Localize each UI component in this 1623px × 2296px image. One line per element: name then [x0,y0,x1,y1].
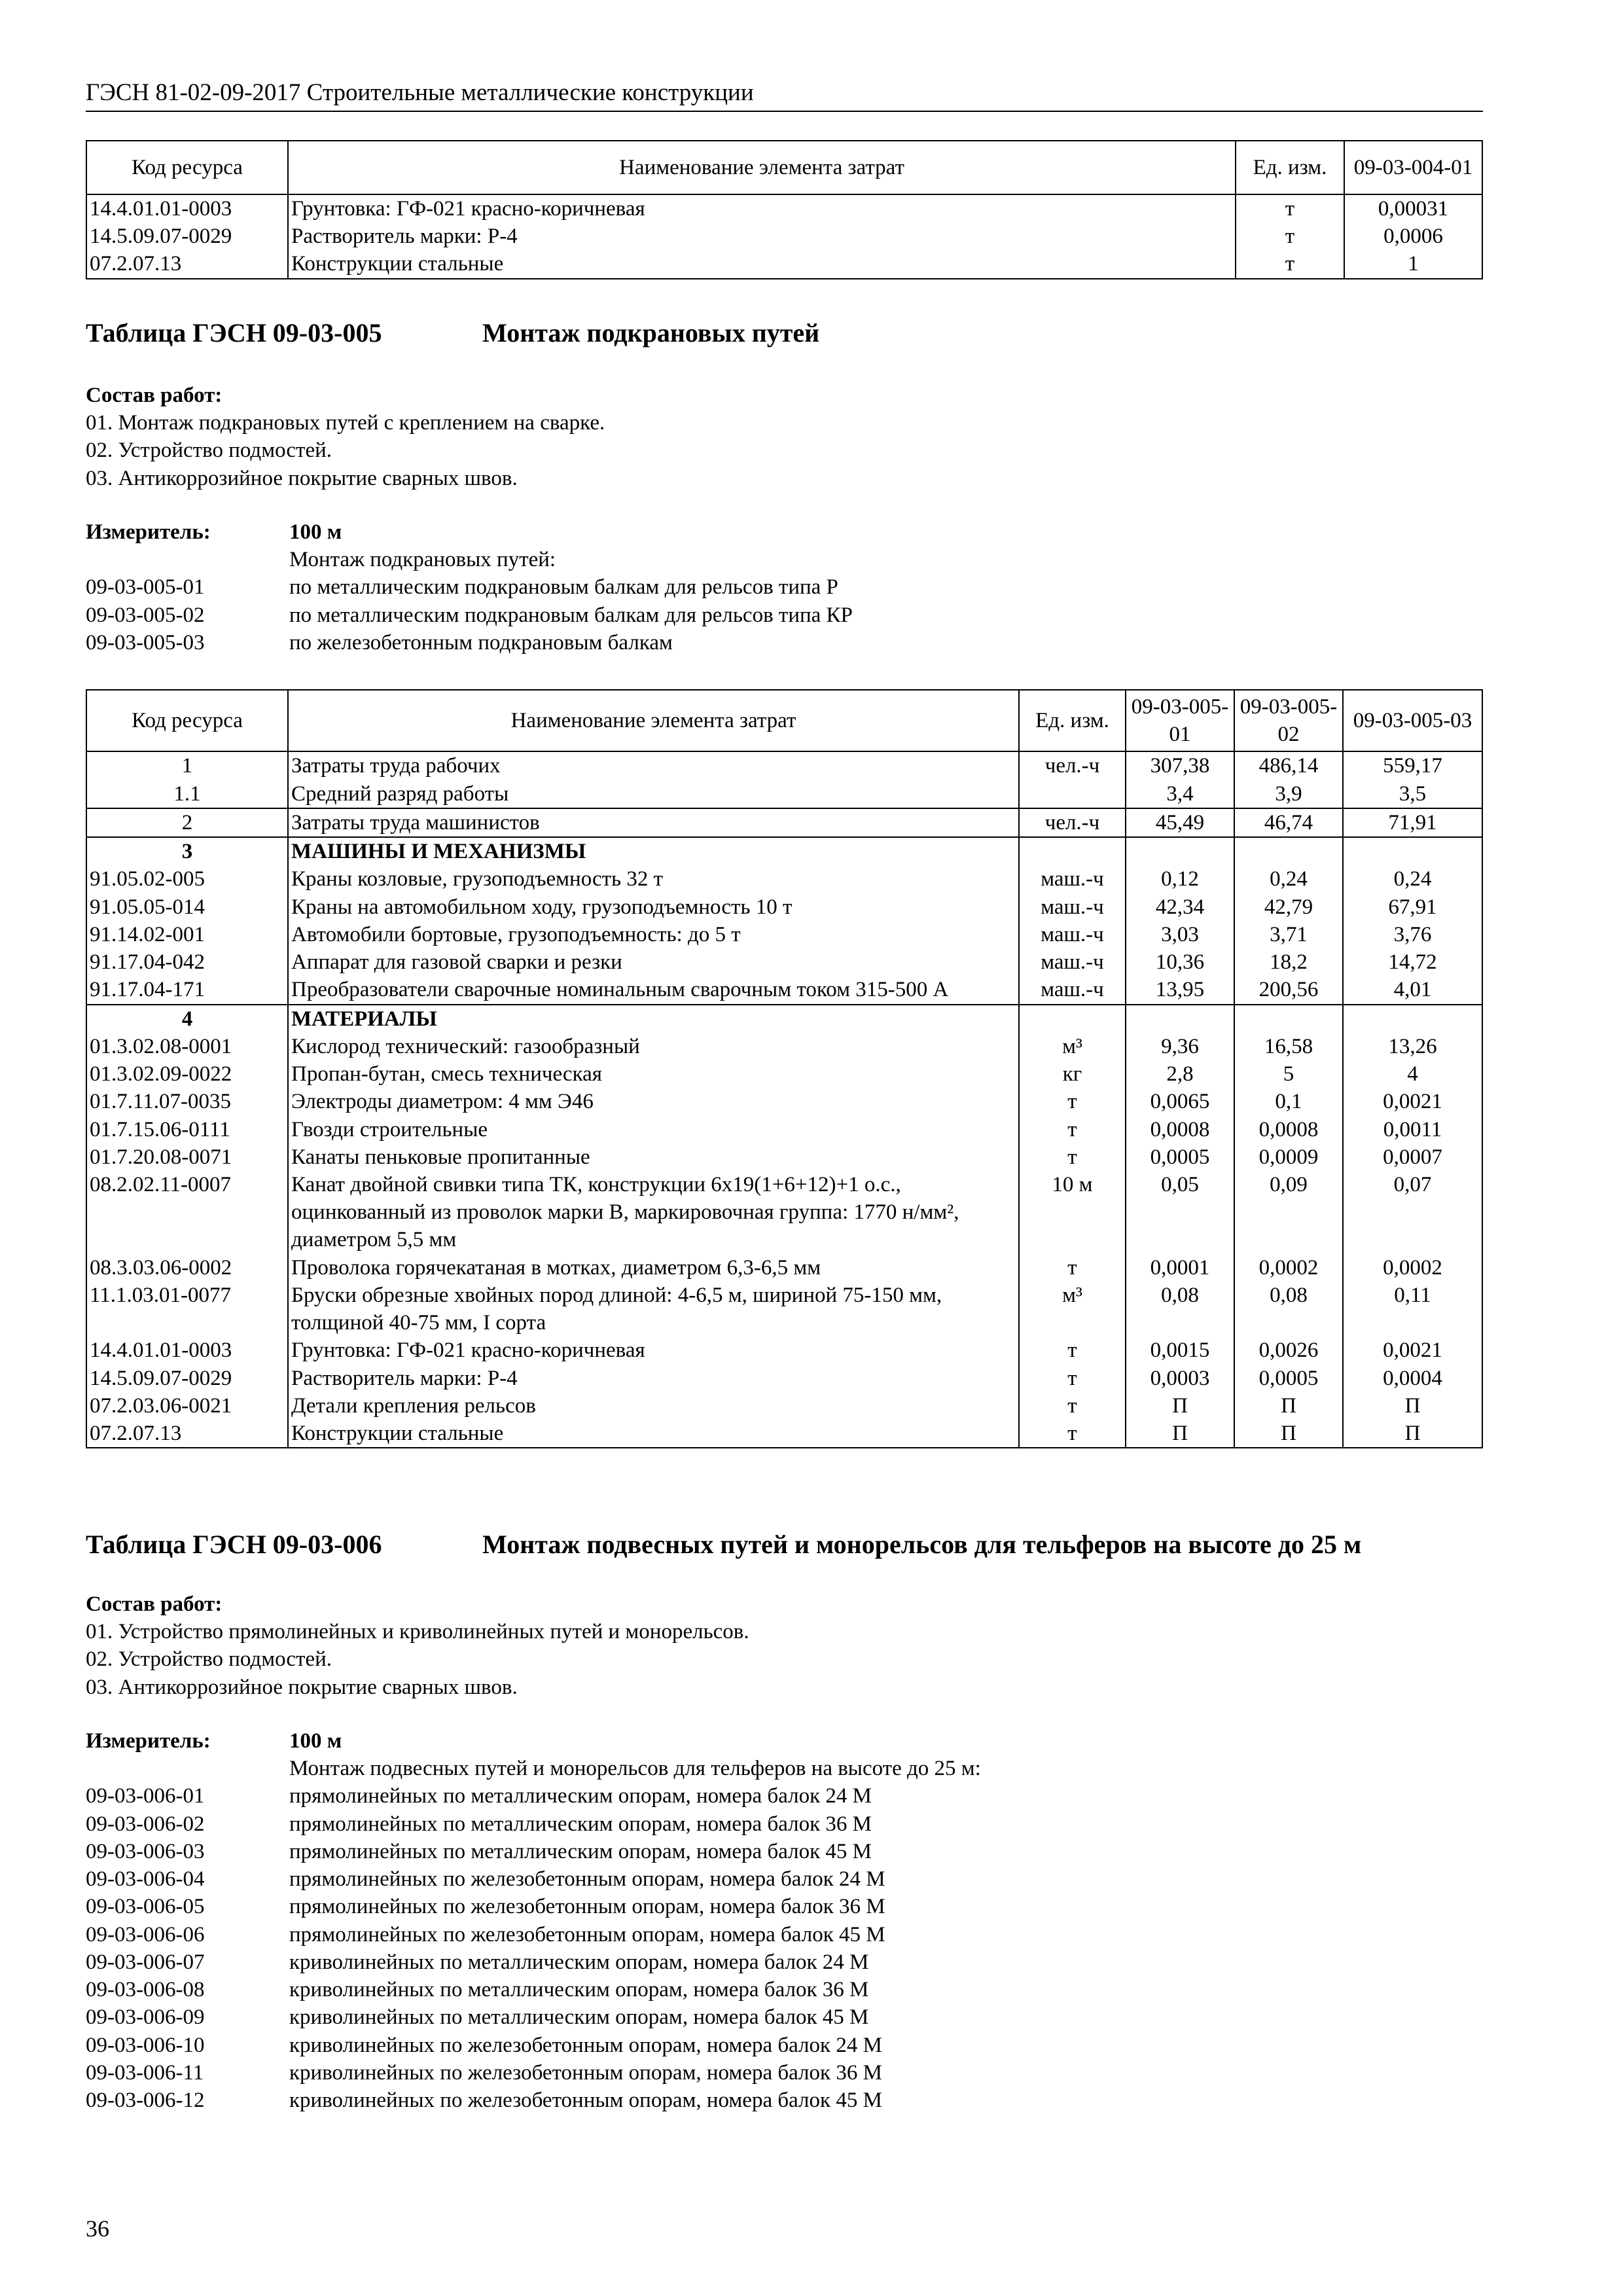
resource-unit: т [1019,1365,1126,1392]
resource-code: 91.17.04-171 [86,976,288,1004]
resource-value: 0,0021 [1343,1336,1482,1364]
resource-unit: т [1019,1088,1126,1115]
item-description: по металлическим подкрановым балкам для рельсов типа Р [289,575,838,600]
resource-code: 2 [86,808,288,837]
item-code: 09-03-006-08 [86,1978,205,2002]
col-header-estimate: 09-03-004-01 [1344,141,1482,194]
resource-value: 45,49 [1126,808,1234,837]
resource-code: 4 [86,1005,288,1033]
resource-value: П [1343,1392,1482,1420]
resource-value: 0,05 [1126,1171,1234,1254]
resource-value: 0,08 [1234,1282,1343,1336]
table-row [86,808,1482,837]
resource-code: 91.05.05-014 [86,893,288,921]
resource-value: 71,91 [1343,808,1482,837]
resource-value: 18,2 [1234,948,1343,976]
resource-code: 07.2.07.13 [86,1420,288,1448]
resource-value: П [1234,1420,1343,1448]
measurement-item [86,1810,1483,1838]
resource-code: 1.1 [86,780,288,808]
measurement-item [86,2087,1483,2114]
resource-value [1126,1005,1234,1033]
resource-unit: м³ [1019,1282,1126,1336]
resource-name: Средний разряд работы [288,780,1019,808]
resource-value: 0,0065 [1126,1088,1234,1115]
section-09-03-005 [86,316,1483,656]
resource-value: 2,8 [1126,1060,1234,1088]
resource-name: Краны на автомобильном ходу, грузоподъемность 10 т [288,893,1019,921]
item-description: прямолинейных по металлическим опорам, номера балок 36 М [289,1812,872,1836]
item-code: 09-03-006-07 [86,1950,205,1974]
measurement-section [86,518,1483,656]
resource-value: 3,4 [1126,780,1234,808]
resource-value: 0,0002 [1234,1254,1343,1282]
item-code: 09-03-005-01 [86,575,205,600]
measurement-unit: 100 м [289,1729,342,1753]
resource-value: 200,56 [1234,976,1343,1004]
measurement-item [86,1976,1483,2003]
table-title [86,316,1483,350]
resource-code: 08.3.03.06-0002 [86,1254,288,1282]
resource-value: 0,12 [1126,865,1234,893]
measurement-item [86,1838,1483,1865]
work-composition [86,1590,1483,1701]
work-item: 03. Антикоррозийное покрытие сварных швов. [86,466,518,490]
table-row [86,1116,1482,1143]
resource-value [1126,837,1234,865]
item-description: прямолинейных по железобетонным опорам, номера балок 45 М [289,1922,885,1946]
measurement-item [86,573,1483,601]
resource-name: Аппарат для газовой сварки и резки [288,948,1019,976]
resource-value: 4,01 [1343,976,1482,1004]
table-row [86,1088,1482,1115]
resource-code: 91.17.04-042 [86,948,288,976]
measurement-item [86,601,1483,629]
resource-code: 3 [86,837,288,865]
table-row [86,1033,1482,1060]
item-code: 09-03-005-02 [86,603,205,627]
resource-value: 0,0005 [1234,1365,1343,1392]
resource-value: 0,0007 [1343,1143,1482,1171]
resource-value: 3,76 [1343,921,1482,948]
running-header: ГЭСН 81-02-09-2017 Строительные металлические конструкции [86,77,1483,112]
table-row [86,893,1482,921]
resource-value: 14,72 [1343,948,1482,976]
resource-value: 1 [1344,250,1482,278]
item-description: прямолинейных по железобетонным опорам, номера балок 24 М [289,1867,885,1892]
resource-name: Преобразователи сварочные номинальным сварочным током 315-500 А [288,976,1019,1004]
item-description: прямолинейных по металлическим опорам, номера балок 24 М [289,1784,872,1808]
item-code: 09-03-006-10 [86,2033,205,2057]
item-description: криволинейных по металлическим опорам, номера балок 36 М [289,1978,869,2002]
measurement-item [86,2032,1483,2059]
resource-code: 01.3.02.09-0022 [86,1060,288,1088]
work-composition-label: Состав работ: [86,384,223,407]
resource-name: Электроды диаметром: 4 мм Э46 [288,1088,1019,1115]
resource-code: 07.2.07.13 [86,250,288,278]
resource-value: 0,0001 [1126,1254,1234,1282]
resource-code: 14.4.01.01-0003 [86,1336,288,1364]
measurement-item [86,1865,1483,1893]
table-row [86,976,1482,1004]
resource-name: Проволока горячекатаная в мотках, диаметром 6,3-6,5 мм [288,1254,1019,1282]
resource-name: Конструкции стальные [288,1420,1019,1448]
resource-name: Грунтовка: ГФ-021 красно-коричневая [288,194,1236,223]
measurement-intro: Монтаж подкрановых путей: [289,548,556,572]
resource-code: 14.5.09.07-0029 [86,1365,288,1392]
table-row [86,1005,1482,1033]
item-description: прямолинейных по металлическим опорам, номера балок 45 М [289,1839,872,1863]
measurement-item [86,629,1483,656]
item-description: криволинейных по металлическим опорам, номера балок 45 М [289,2005,869,2030]
work-item: 01. Устройство прямолинейных и криволинейных путей и монорельсов. [86,1620,749,1644]
resource-unit: маш.-ч [1019,948,1126,976]
resource-value: 13,95 [1126,976,1234,1004]
resource-value: 486,14 [1234,751,1343,780]
col-header-unit: Ед. изм. [1236,141,1344,194]
resource-value [1343,1005,1482,1033]
resource-unit: т [1019,1336,1126,1364]
resource-code: 08.2.02.11-0007 [86,1171,288,1254]
item-code: 09-03-006-02 [86,1812,205,1836]
work-item: 02. Устройство подмостей. [86,1647,332,1672]
resource-value: 0,0026 [1234,1336,1343,1364]
resource-code: 1 [86,751,288,780]
resource-name: Бруски обрезные хвойных пород длиной: 4-6,5 м, шириной 75-150 мм, толщиной 40-75 мм, I сорта [288,1282,1019,1336]
resource-name: Затраты труда рабочих [288,751,1019,780]
resource-value: 5 [1234,1060,1343,1088]
item-description: криволинейных по железобетонным опорам, номера балок 24 М [289,2033,882,2057]
resource-value: 3,71 [1234,921,1343,948]
resource-value: 0,1 [1234,1088,1343,1115]
resource-value [1234,1005,1343,1033]
col-header-estimate: 09-03-005-02 [1234,690,1343,751]
col-header-code: Код ресурса [86,141,288,194]
col-header-name: Наименование элемента затрат [288,141,1236,194]
item-code: 09-03-006-12 [86,2088,205,2112]
resource-name: МАШИНЫ И МЕХАНИЗМЫ [288,837,1019,865]
resource-name: Кислород технический: газообразный [288,1033,1019,1060]
item-code: 09-03-006-03 [86,1839,205,1863]
resource-value: 67,91 [1343,893,1482,921]
resource-value: 0,0004 [1343,1365,1482,1392]
measurement-unit: 100 м [289,520,342,544]
resource-value: 13,26 [1343,1033,1482,1060]
table-body [86,194,1482,279]
resource-value: 0,0021 [1343,1088,1482,1115]
resource-value: П [1343,1420,1482,1448]
resource-unit: т [1019,1143,1126,1171]
resource-unit [1019,1005,1126,1033]
resource-value: 0,08 [1126,1282,1234,1336]
resource-value: 0,11 [1343,1282,1482,1336]
table-row [86,865,1482,893]
resource-unit: т [1236,250,1344,278]
resource-value: П [1126,1420,1234,1448]
item-description: прямолинейных по железобетонным опорам, номера балок 36 М [289,1895,885,1919]
work-item: 03. Антикоррозийное покрытие сварных швов. [86,1675,518,1699]
measurement-intro: Монтаж подвесных путей и монорельсов для тельферов на высоте до 25 м: [289,1757,981,1781]
resource-value: 3,5 [1343,780,1482,808]
item-code: 09-03-006-05 [86,1895,205,1919]
resource-unit: маш.-ч [1019,893,1126,921]
table-row [86,250,1482,278]
table-code: Таблица ГЭСН 09-03-006 [86,1530,382,1559]
table-name: Монтаж подвесных путей и монорельсов для тельферов на высоте до 25 м [482,1530,1362,1559]
resource-value: 0,00031 [1344,194,1482,223]
resource-value: 0,0005 [1126,1143,1234,1171]
resource-code: 01.7.11.07-0035 [86,1088,288,1115]
resource-value: 0,0003 [1126,1365,1234,1392]
section-09-03-006 [86,1528,1483,2114]
measurement-item [86,1893,1483,1920]
resource-value: 0,24 [1234,865,1343,893]
resource-unit: т [1236,194,1344,223]
resource-unit: т [1019,1254,1126,1282]
resource-unit: маш.-ч [1019,921,1126,948]
resource-code: 01.7.15.06-0111 [86,1116,288,1143]
table-row [86,1392,1482,1420]
resource-unit: т [1236,223,1344,250]
resource-value: 42,34 [1126,893,1234,921]
table-code: Таблица ГЭСН 09-03-005 [86,318,382,348]
item-code: 09-03-006-04 [86,1867,205,1892]
resource-code: 01.3.02.08-0001 [86,1033,288,1060]
resource-value: 0,0006 [1344,223,1482,250]
resource-unit: т [1019,1420,1126,1448]
resource-unit: маш.-ч [1019,865,1126,893]
resource-code: 11.1.03.01-0077 [86,1282,288,1336]
resource-code: 91.14.02-001 [86,921,288,948]
table-row [86,1282,1482,1336]
table-row [86,1336,1482,1364]
resource-code: 14.5.09.07-0029 [86,223,288,250]
work-composition-label: Состав работ: [86,1592,223,1616]
work-item: 02. Устройство подмостей. [86,439,332,463]
resource-name: Гвозди строительные [288,1116,1019,1143]
item-description: криволинейных по железобетонным опорам, номера балок 45 М [289,2088,882,2112]
resource-value: 3,03 [1126,921,1234,948]
table-row [86,1254,1482,1282]
measurement-items [86,573,1483,656]
work-composition [86,382,1483,492]
resource-value: 0,24 [1343,865,1482,893]
table-row [86,837,1482,865]
table-row [86,1060,1482,1088]
item-description: криволинейных по железобетонным опорам, номера балок 36 М [289,2060,882,2085]
table-body [86,751,1482,1448]
measurement-items [86,1782,1483,2114]
resource-code: 01.7.20.08-0071 [86,1143,288,1171]
resource-value: 0,09 [1234,1171,1343,1254]
col-header-unit: Ед. изм. [1019,690,1126,751]
resource-value: 46,74 [1234,808,1343,837]
measurement-label: Измеритель: [86,1729,211,1753]
resource-value: П [1234,1392,1343,1420]
col-header-estimate: 09-03-005-01 [1126,690,1234,751]
table-row [86,921,1482,948]
resource-value: П [1126,1392,1234,1420]
resource-value: 4 [1343,1060,1482,1088]
resource-name: Конструкции стальные [288,250,1236,278]
resource-table [86,140,1483,279]
resource-unit: т [1019,1392,1126,1420]
resource-unit: чел.-ч [1019,808,1126,837]
resource-name: Краны козловые, грузоподъемность 32 т [288,865,1019,893]
resource-unit: маш.-ч [1019,976,1126,1004]
resource-name: Растворитель марки: Р-4 [288,223,1236,250]
resource-name: Пропан-бутан, смесь техническая [288,1060,1019,1088]
resource-name: Канат двойной свивки типа ТК, конструкции 6х19(1+6+12)+1 о.с., оцинкованный из проволок марки В, маркировочная группа: 1770 н/мм², диаметром 5,5 мм [288,1171,1019,1254]
resource-value: 0,0008 [1126,1116,1234,1143]
item-code: 09-03-005-03 [86,630,205,655]
resource-value [1343,837,1482,865]
measurement-label: Измеритель: [86,520,211,544]
resource-unit: кг [1019,1060,1126,1088]
resource-unit: 10 м [1019,1171,1126,1254]
resource-code: 07.2.03.06-0021 [86,1392,288,1420]
table-row [86,948,1482,976]
table-row [86,780,1482,808]
measurement-section [86,1727,1483,2114]
resource-unit: чел.-ч [1019,751,1126,780]
resource-unit: т [1019,1116,1126,1143]
table-09-03-004-continuation [86,140,1483,279]
table-row [86,223,1482,250]
table-row [86,751,1482,780]
col-header-name: Наименование элемента затрат [288,690,1019,751]
resource-value: 0,0015 [1126,1336,1234,1364]
resource-value: 307,38 [1126,751,1234,780]
table-row [86,1420,1482,1448]
measurement-item [86,2003,1483,2031]
resource-name: Растворитель марки: Р-4 [288,1365,1019,1392]
table-row [86,1171,1482,1254]
resource-value: 3,9 [1234,780,1343,808]
table-row [86,1143,1482,1171]
work-item: 01. Монтаж подкрановых путей с креплением на сварке. [86,411,605,435]
col-header-code: Код ресурса [86,690,288,751]
measurement-item [86,2059,1483,2087]
resource-value: 0,07 [1343,1171,1482,1254]
table-title [86,1528,1483,1562]
col-header-estimate: 09-03-005-03 [1343,690,1482,751]
resource-value [1234,837,1343,865]
resource-name: МАТЕРИАЛЫ [288,1005,1019,1033]
resource-value: 0,0002 [1343,1254,1482,1282]
resource-code: 91.05.02-005 [86,865,288,893]
resource-name: Детали крепления рельсов [288,1392,1019,1420]
item-code: 09-03-006-01 [86,1784,205,1808]
item-code: 09-03-006-09 [86,2005,205,2030]
measurement-item [86,1948,1483,1976]
resource-value: 0,0009 [1234,1143,1343,1171]
resource-value: 42,79 [1234,893,1343,921]
measurement-item [86,1782,1483,1810]
table-name: Монтаж подкрановых путей [482,318,820,348]
item-code: 09-03-006-11 [86,2060,204,2085]
page-number: 36 [86,2215,109,2242]
resource-value: 16,58 [1234,1033,1343,1060]
item-description: по железобетонным подкрановым балкам [289,630,673,655]
resource-unit: м³ [1019,1033,1126,1060]
resource-unit [1019,837,1126,865]
item-code: 09-03-006-06 [86,1922,205,1946]
table-row [86,194,1482,223]
table-09-03-005 [86,689,1483,1448]
resource-name: Затраты труда машинистов [288,808,1019,837]
item-description: криволинейных по металлическим опорам, номера балок 24 М [289,1950,869,1974]
item-description: по металлическим подкрановым балкам для рельсов типа КР [289,603,853,627]
resource-name: Грунтовка: ГФ-021 красно-коричневая [288,1336,1019,1364]
resource-value: 10,36 [1126,948,1234,976]
resource-value: 0,0011 [1343,1116,1482,1143]
resource-code: 14.4.01.01-0003 [86,194,288,223]
resource-value: 559,17 [1343,751,1482,780]
resource-name: Автомобили бортовые, грузоподъемность: до 5 т [288,921,1019,948]
resource-value: 0,0008 [1234,1116,1343,1143]
resource-unit [1019,780,1126,808]
measurement-item [86,1921,1483,1948]
table-row [86,1365,1482,1392]
resource-table [86,689,1483,1448]
resource-name: Канаты пеньковые пропитанные [288,1143,1019,1171]
resource-value: 9,36 [1126,1033,1234,1060]
